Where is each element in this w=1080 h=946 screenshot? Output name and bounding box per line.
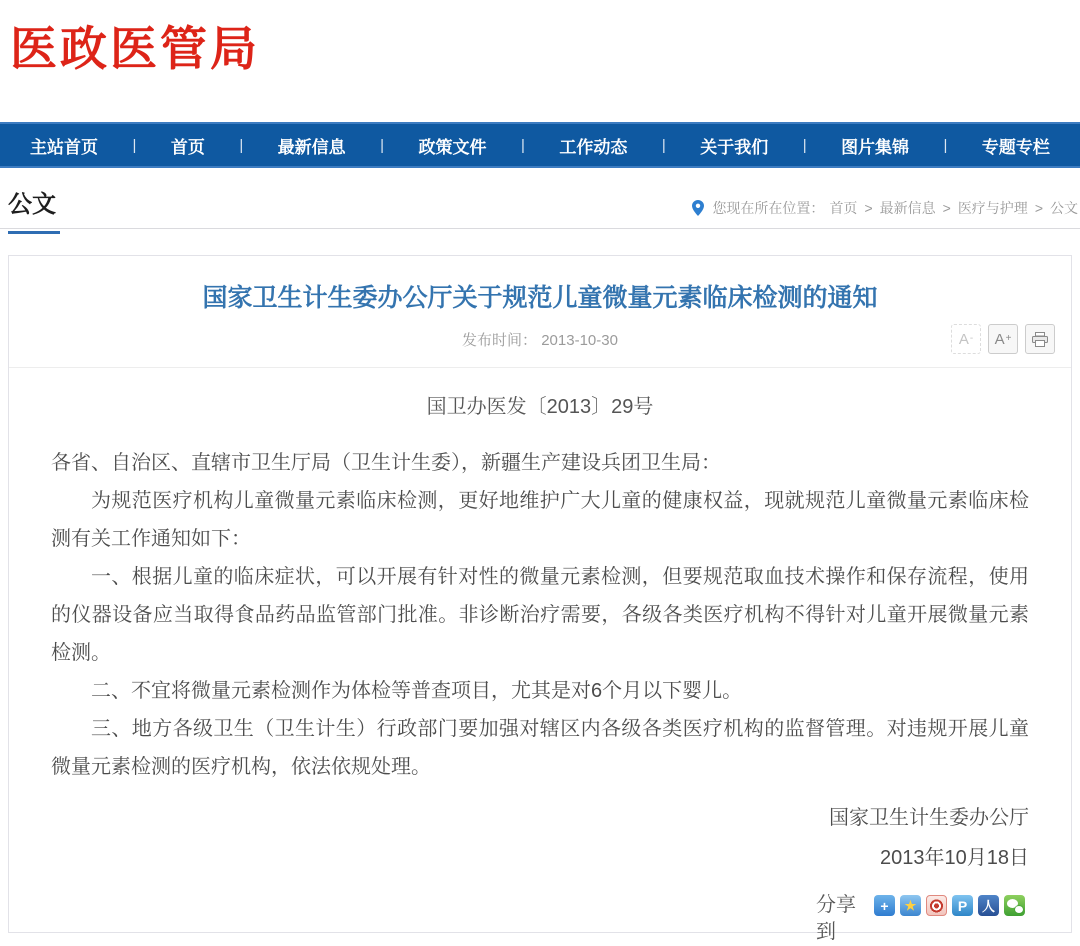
nav-separator: | — [239, 136, 244, 154]
breadcrumb-separator: > — [942, 200, 951, 216]
wechat-icon[interactable] — [1004, 895, 1025, 916]
meta-divider — [9, 367, 1071, 368]
paragraph-salutation: 各省、自治区、直辖市卫生厅局（卫生计生委），新疆生产建设兵团卫生局： — [51, 452, 721, 474]
nav-item-work-updates[interactable]: 工作动态 — [559, 137, 628, 157]
font-decrease-button[interactable]: A - — [951, 324, 981, 354]
qzone-icon[interactable]: ★ — [900, 895, 921, 916]
nav-item-policy-documents[interactable]: 政策文件 — [418, 137, 487, 157]
breadcrumb-item-home[interactable]: 首页 — [829, 200, 858, 216]
breadcrumb-item-latest-news[interactable]: 最新信息 — [879, 200, 936, 216]
breadcrumb-label: 您现在所在位置： — [712, 200, 825, 216]
share-icons — [874, 895, 1025, 916]
article-body — [9, 419, 1071, 786]
share-label: 分享到 — [816, 894, 856, 943]
location-pin-icon — [692, 200, 704, 216]
signature-block — [9, 798, 1071, 878]
publish-time-value: 2013-10-30 — [541, 332, 618, 349]
share-section — [9, 892, 1071, 946]
nav-item-photo-gallery[interactable]: 图片集锦 — [841, 137, 910, 157]
article-title: 国家卫生计生委办公厅关于规范儿童微量元素临床检测的通知 — [202, 284, 878, 312]
renren-icon[interactable]: 人 — [978, 895, 999, 916]
publish-time-label: 发布时间： — [462, 332, 538, 349]
article-tools — [951, 324, 1055, 354]
nav-separator: | — [802, 136, 807, 154]
pengyou-icon[interactable]: P — [952, 895, 973, 916]
breadcrumb-separator: > — [1034, 200, 1043, 216]
print-button[interactable] — [1025, 324, 1055, 354]
nav-separator: | — [132, 136, 137, 154]
nav-item-latest-news[interactable]: 最新信息 — [277, 137, 346, 157]
nav-separator: | — [521, 136, 525, 154]
paragraph-intro: 为规范医疗机构儿童微量元素临床检测，更好地维护广大儿童的健康权益，现就规范儿童微量元素临床检测有关工作通知如下： — [51, 490, 1029, 550]
share-more-icon[interactable]: + — [874, 895, 895, 916]
nav-separator: | — [380, 136, 385, 154]
breadcrumb — [692, 198, 1078, 218]
section-divider — [0, 228, 1080, 229]
nav-separator: | — [943, 136, 948, 154]
signature-date: 2013年10月18日 — [880, 847, 1029, 869]
site-header — [0, 0, 1080, 122]
paragraph-item-3: 三、地方各级卫生（卫生计生）行政部门要加强对辖区内各级各类医疗机构的监督管理。对违规开展儿童微量元素检测的医疗机构，依法依规处理。 — [51, 718, 1029, 778]
nav-item-home[interactable]: 首页 — [170, 137, 205, 157]
nav-separator: | — [661, 136, 666, 154]
main-nav — [0, 122, 1080, 168]
paragraph-item-1: 一、根据儿童的临床症状，可以开展有针对性的微量元素检测，但要规范取血技术操作和保存流程，使用的仪器设备应当取得食品药品监管部门批准。非诊断治疗需要，各级各类医疗机构不得针对儿童开展微量元素检测。 — [51, 566, 1029, 664]
breadcrumb-item-official-documents[interactable]: 公文 — [1050, 200, 1078, 216]
article-meta — [9, 324, 1071, 358]
document-number: 国卫办医发〔2013〕29号 — [426, 396, 654, 418]
font-increase-button[interactable]: A + — [988, 324, 1018, 354]
nav-item-about-us[interactable]: 关于我们 — [700, 137, 769, 157]
paragraph-item-2: 二、不宜将微量元素检测作为体检等普查项目，尤其是对6个月以下婴儿。 — [91, 680, 743, 702]
breadcrumb-item-medical-nursing[interactable]: 医疗与护理 — [957, 200, 1028, 216]
site-logo: 医政医管局 — [10, 22, 260, 75]
nav-item-main-home[interactable]: 主站首页 — [30, 137, 98, 157]
signature-org: 国家卫生计生委办公厅 — [829, 807, 1029, 829]
article-container — [8, 255, 1072, 943]
breadcrumb-separator: > — [864, 200, 873, 216]
sina-weibo-icon[interactable] — [926, 895, 947, 916]
nav-item-special-topics[interactable]: 专题专栏 — [981, 137, 1050, 157]
section-bar — [0, 168, 1080, 242]
printer-icon — [1032, 332, 1048, 347]
page-title: 公文 — [8, 184, 60, 234]
